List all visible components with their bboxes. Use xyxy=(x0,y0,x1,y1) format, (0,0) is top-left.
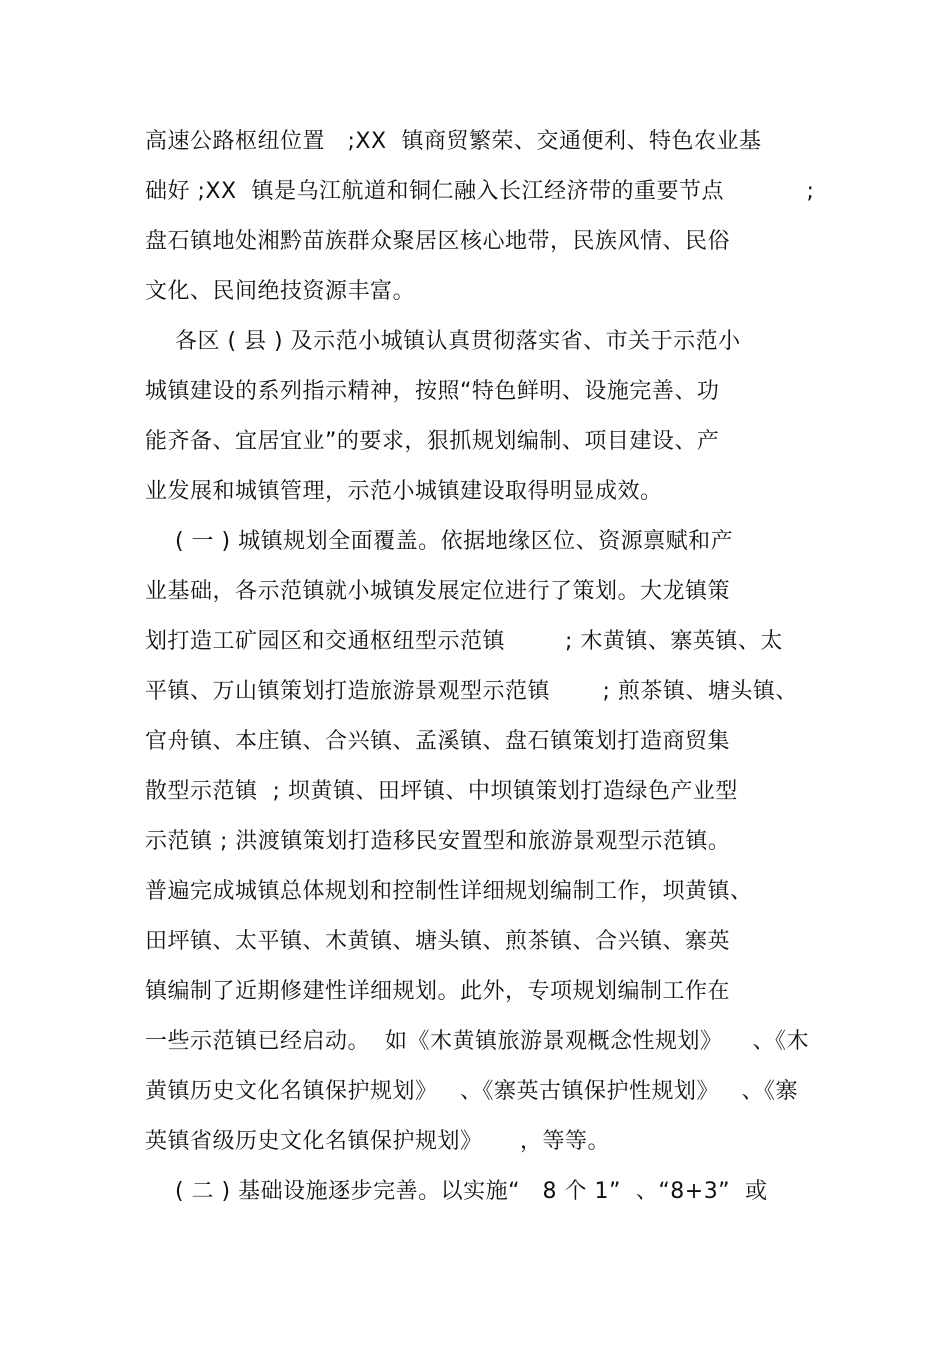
text-line: 划打造工矿园区和交通枢纽型示范镇 ; 木黄镇、寨英镇、太 xyxy=(145,629,783,654)
text-line: 田坪镇、太平镇、木黄镇、塘头镇、煎茶镇、合兴镇、寨英 xyxy=(145,929,731,954)
text-line: 业发展和城镇管理，示范小城镇建设取得明显成效。 xyxy=(145,479,663,504)
text-line: 文化、民间绝技资源丰富。 xyxy=(145,279,416,304)
text-line: 业基础，各示范镇就小城镇发展定位进行了策划。大龙镇策 xyxy=(145,579,731,604)
text-line: 散型示范镇 ; 坝黄镇、田坪镇、中坝镇策划打造绿色产业型 xyxy=(145,779,738,804)
text-line: 官舟镇、本庄镇、合兴镇、孟溪镇、盘石镇策划打造商贸集 xyxy=(145,729,731,754)
text-line: 普遍完成城镇总体规划和控制性详细规划编制工作，坝黄镇、 xyxy=(145,879,753,904)
text-line: 镇编制了近期修建性详细规划。此外，专项规划编制工作在 xyxy=(145,979,731,1004)
text-line: 黄镇历史文化名镇保护规划》 、《寨英古镇保护性规划》 、《寨 xyxy=(145,1079,798,1104)
text-line: 高速公路枢纽位置 ;XX 镇商贸繁荣、交通便利、特色农业基 xyxy=(145,129,762,154)
text-line: 各区 ( 县 ) 及示范小城镇认真贯彻落实省、市关于示范小 xyxy=(145,329,741,354)
text-line: 城镇建设的系列指示精神，按照“特色鲜明、设施完善、功 xyxy=(145,379,720,404)
text-line: 能齐备、宜居宜业”的要求，狠抓规划编制、项目建设、产 xyxy=(145,429,720,454)
text-line: 英镇省级历史文化名镇保护规划》 ，等等。 xyxy=(145,1129,610,1154)
text-line: 盘石镇地处湘黔苗族群众聚居区核心地带，民族风情、民俗 xyxy=(145,229,731,254)
text-line: 平镇、万山镇策划打造旅游景观型示范镇 ; 煎茶镇、塘头镇、 xyxy=(145,679,798,704)
text-line: 础好 ;XX 镇是乌江航道和铜仁融入长江经济带的重要节点 ; xyxy=(145,179,815,204)
text-line: ( 二 ) 基础设施逐步完善。以实施“ 8 个 1” 、“8+3” 或 xyxy=(145,1179,768,1204)
text-line: 一些示范镇已经启动。 如《木黄镇旅游景观概念性规划》 、《木 xyxy=(145,1029,809,1054)
text-line: 示范镇 ; 洪渡镇策划打造移民安置型和旅游景观型示范镇。 xyxy=(145,829,731,854)
text-line: ( 一 ) 城镇规划全面覆盖。依据地缘区位、资源禀赋和产 xyxy=(145,529,734,554)
